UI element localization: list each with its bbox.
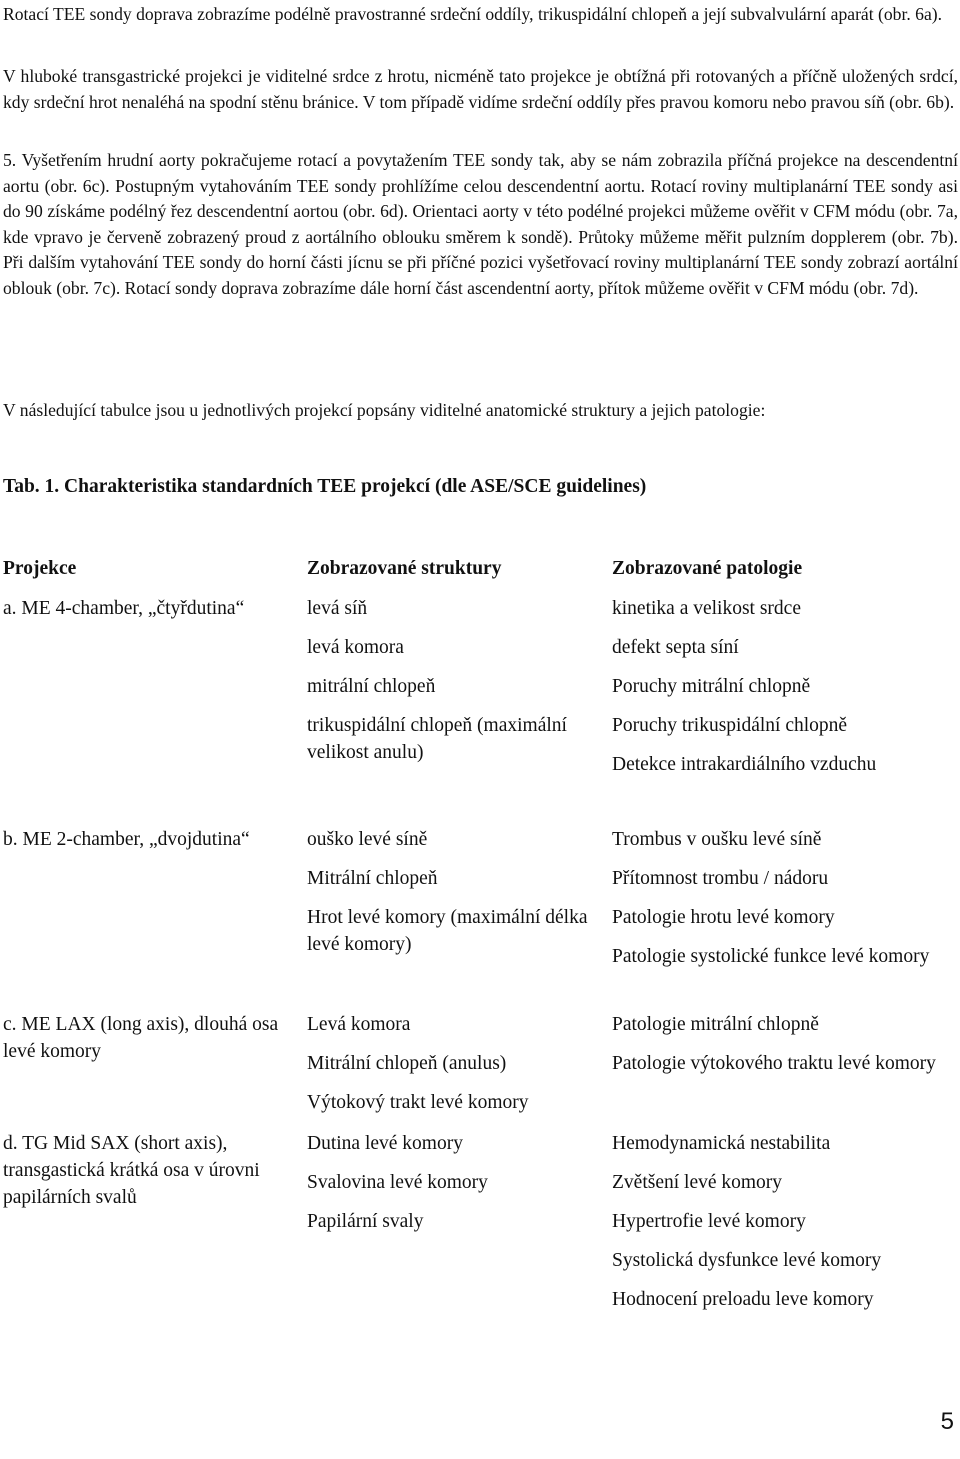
structure-item: Výtokový trakt levé komory [307,1092,529,1113]
paragraph-rotation-right: Rotací TEE sondy doprava zobrazíme podélně pravostranné srdeční oddíly, trikuspidální chlopeň a její subvalvulární aparát (obr. 6a). [3,4,943,24]
structure-item: Mitrální chlopeň (anulus) [307,1053,507,1074]
pathology-item: Poruchy trikuspidální chlopně [612,715,848,736]
table-row-group [3,595,958,826]
pathologies-cell [612,1130,958,1325]
projections-table [3,552,958,1325]
projection-cell: d. TG Mid SAX (short axis), transgastická krátká osa v úrovni papilárních svalů [3,1133,260,1208]
page-number: 5 [940,1408,954,1435]
pathology-item: Systolická dysfunkce levé komory [612,1250,882,1271]
table-row-group [3,1130,958,1325]
paragraph-thoracic-aorta: 5. Vyšetřením hrudní aorty pokračujeme rotací a povytažením TEE sondy tak, aby se nám zobrazila příčná projekce na descendentní aortu (obr. 6c). Postupným vytahováním TEE sondy prohlížíme celou descendentní aortu. Rotací roviny multiplanární TEE sondy asi do 90 získáme podélný řez descendentní aortou (obr. 6d). Orientaci aorty v této podélné projekci můžeme ověřit v CFM módu (obr. 7a, kde vpravo je červeně zobrazený proud z aortálního oblouku směrem k sondě). Průtoky můžeme měřit pulzním dopplerem (obr. 7b). Při dalším vytahování TEE sondy do horní části jícnu se při příčné pozici vyšetřovací roviny multiplanární TEE sondy zobrazí aortální oblouk (obr. 7c). Rotací sondy doprava zobrazíme dále horní část ascendentní aorty, přítok můžeme ověřit v CFM módu (obr. 7d). [3,150,958,298]
structure-item: Mitrální chlopeň [307,868,438,889]
structure-item: ouško levé síně [307,829,428,850]
table-caption: Tab. 1. Charakteristika standardních TEE projekcí (dle ASE/SCE guidelines) [3,476,647,497]
structure-item: Svalovina levé komory [307,1172,488,1193]
pathology-item: Trombus v oušku levé síně [612,829,822,850]
pathology-item: Patologie hrotu levé komory [612,907,835,928]
pathology-item: Patologie systolické funkce levé komory [612,946,930,967]
pathology-item: Patologie výtokového traktu levé komory [612,1053,936,1074]
structure-item: Levá komora [307,1014,411,1035]
projection-cell: c. ME LAX (long axis), dlouhá osa levé komory [3,1014,279,1062]
structure-item: trikuspidální chlopeň (maximální velikost anulu) [307,715,567,763]
structure-item: Dutina levé komory [307,1133,463,1154]
structures-cell [307,1011,612,1128]
pathology-item: Poruchy mitrální chlopně [612,676,811,697]
table-header-row [3,552,958,595]
pathologies-cell [612,1011,958,1089]
structures-cell [307,826,612,970]
projection-cell: a. ME 4-chamber, „čtyřdutina“ [3,598,245,619]
pathology-item: Zvětšení levé komory [612,1172,783,1193]
pathology-item: Patologie mitrální chlopně [612,1014,819,1035]
paragraph-deep-transgastric: V hluboké transgastrické projekci je viditelné srdce z hrotu, nicméně tato projekce je obtížná při rotovaných a příčně uložených srdcí, kdy srdeční hrot nenaléhá na spodní stěnu bránice. V tom případě vidíme srdeční oddíly přes pravou komoru nebo pravou síň (obr. 6b). [3,66,958,112]
structure-item: mitrální chlopeň [307,676,436,697]
header-structures: Zobrazované struktury [307,558,502,579]
pathology-item: defekt septa síní [612,637,739,658]
structure-item: Hrot levé komory (maximální délka levé komory) [307,907,588,955]
pathologies-cell [612,826,958,982]
structures-cell [307,1130,612,1247]
header-pathologies: Zobrazované patologie [612,558,803,579]
pathologies-cell [612,595,958,790]
pathology-item: Hemodynamická nestabilita [612,1133,831,1154]
header-projection: Projekce [3,558,77,579]
structure-item: levá komora [307,637,404,658]
projection-cell: b. ME 2-chamber, „dvojdutina“ [3,829,250,850]
table-row-group [3,1011,958,1130]
structure-item: levá síň [307,598,368,619]
pathology-item: Detekce intrakardiálního vzduchu [612,754,877,775]
table-row-group [3,826,958,1011]
structures-cell [307,595,612,778]
pathology-item: kinetika a velikost srdce [612,598,801,619]
paragraph-table-intro: V následující tabulce jsou u jednotlivých projekcí popsány viditelné anatomické struktury a jejich patologie: [3,400,766,420]
structure-item: Papilární svaly [307,1211,424,1232]
pathology-item: Hodnocení preloadu leve komory [612,1289,874,1310]
pathology-item: Hypertrofie levé komory [612,1211,806,1232]
pathology-item: Přítomnost trombu / nádoru [612,868,829,889]
